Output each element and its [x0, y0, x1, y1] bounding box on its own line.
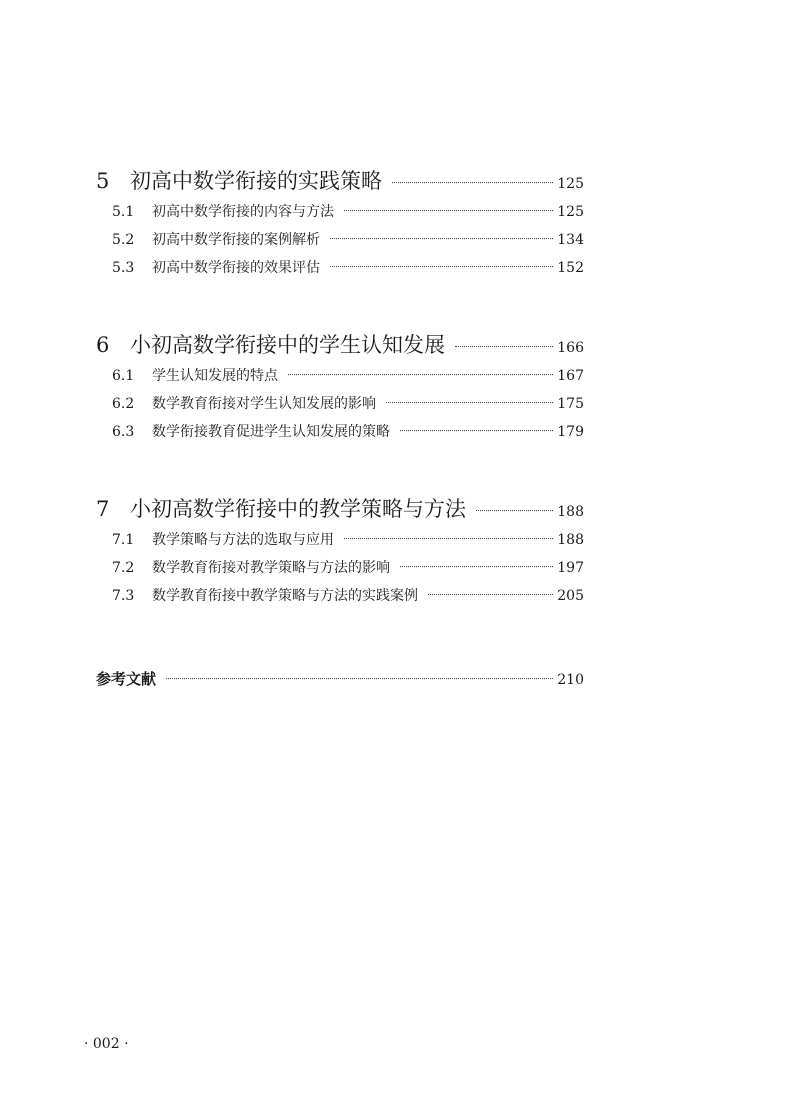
section-number: 6.2: [112, 396, 135, 412]
section-number: 5.1: [112, 204, 135, 220]
page-number: 197: [557, 560, 584, 576]
chapter-number: 5: [96, 169, 110, 193]
chapter-heading[interactable]: [96, 165, 584, 197]
section-entry[interactable]: [96, 529, 584, 557]
chapter-heading[interactable]: [96, 493, 584, 525]
page-number: 175: [557, 396, 584, 412]
dot-leader: [400, 430, 553, 431]
section-entry[interactable]: [96, 421, 584, 449]
folio: · 002 ·: [84, 1036, 129, 1052]
references-entry-block: [96, 668, 584, 700]
section-title: 数学教育衔接中教学策略与方法的实践案例: [152, 588, 418, 604]
dot-leader: [386, 402, 553, 403]
table-of-contents: [96, 165, 584, 657]
chapter-title: 初高中数学衔接的实践策略: [130, 169, 382, 193]
section-entry[interactable]: [96, 201, 584, 229]
section-entry[interactable]: [96, 365, 584, 393]
section-title: 初高中数学衔接的效果评估: [152, 260, 320, 276]
section-entry[interactable]: [96, 229, 584, 257]
chapter-7: [96, 493, 584, 613]
dot-leader: [330, 238, 553, 239]
page-number: 125: [557, 176, 584, 192]
section-title: 数学衔接教育促进学生认知发展的策略: [152, 424, 390, 440]
section-number: 5.3: [112, 260, 135, 276]
section-entry[interactable]: [96, 257, 584, 285]
chapter-number: 6: [96, 333, 110, 357]
section-number: 6.1: [112, 368, 135, 384]
page-number: 166: [557, 340, 584, 356]
section-number: 7.2: [112, 560, 135, 576]
references-entry[interactable]: [96, 668, 584, 696]
section-title: 教学策略与方法的选取与应用: [152, 532, 334, 548]
page-number: 179: [557, 424, 584, 440]
references-title: 参考文献: [96, 670, 157, 688]
chapter-heading[interactable]: [96, 329, 584, 361]
chapter-6: [96, 329, 584, 449]
page-number: 205: [557, 588, 584, 604]
chapter-title: 小初高数学衔接中的教学策略与方法: [130, 497, 466, 521]
section-title: 初高中数学衔接的内容与方法: [152, 204, 334, 220]
section-title: 初高中数学衔接的案例解析: [152, 232, 320, 248]
dot-leader: [400, 566, 553, 567]
page-number: 167: [557, 368, 584, 384]
section-entry[interactable]: [96, 557, 584, 585]
page-number: 134: [557, 232, 584, 248]
section-entry[interactable]: [96, 585, 584, 613]
section-number: 7.1: [112, 532, 135, 548]
page-number: 188: [557, 532, 584, 548]
page-number: 210: [557, 672, 584, 688]
section-title: 学生认知发展的特点: [152, 368, 278, 384]
dot-leader: [455, 346, 553, 347]
section-number: 6.3: [112, 424, 135, 440]
dot-leader: [344, 210, 553, 211]
section-entry[interactable]: [96, 393, 584, 421]
dot-leader: [330, 266, 553, 267]
chapter-number: 7: [96, 497, 110, 521]
page-number: 152: [557, 260, 584, 276]
dot-leader: [428, 594, 553, 595]
section-title: 数学教育衔接对教学策略与方法的影响: [152, 560, 390, 576]
dot-leader: [288, 374, 553, 375]
section-number: 7.3: [112, 588, 135, 604]
page-number: 125: [557, 204, 584, 220]
dot-leader: [476, 510, 553, 511]
dot-leader: [166, 678, 553, 679]
page-number: 188: [557, 504, 584, 520]
section-title: 数学教育衔接对学生认知发展的影响: [152, 396, 376, 412]
dot-leader: [392, 182, 553, 183]
chapter-title: 小初高数学衔接中的学生认知发展: [130, 333, 445, 357]
section-number: 5.2: [112, 232, 135, 248]
dot-leader: [344, 538, 553, 539]
chapter-5: [96, 165, 584, 285]
